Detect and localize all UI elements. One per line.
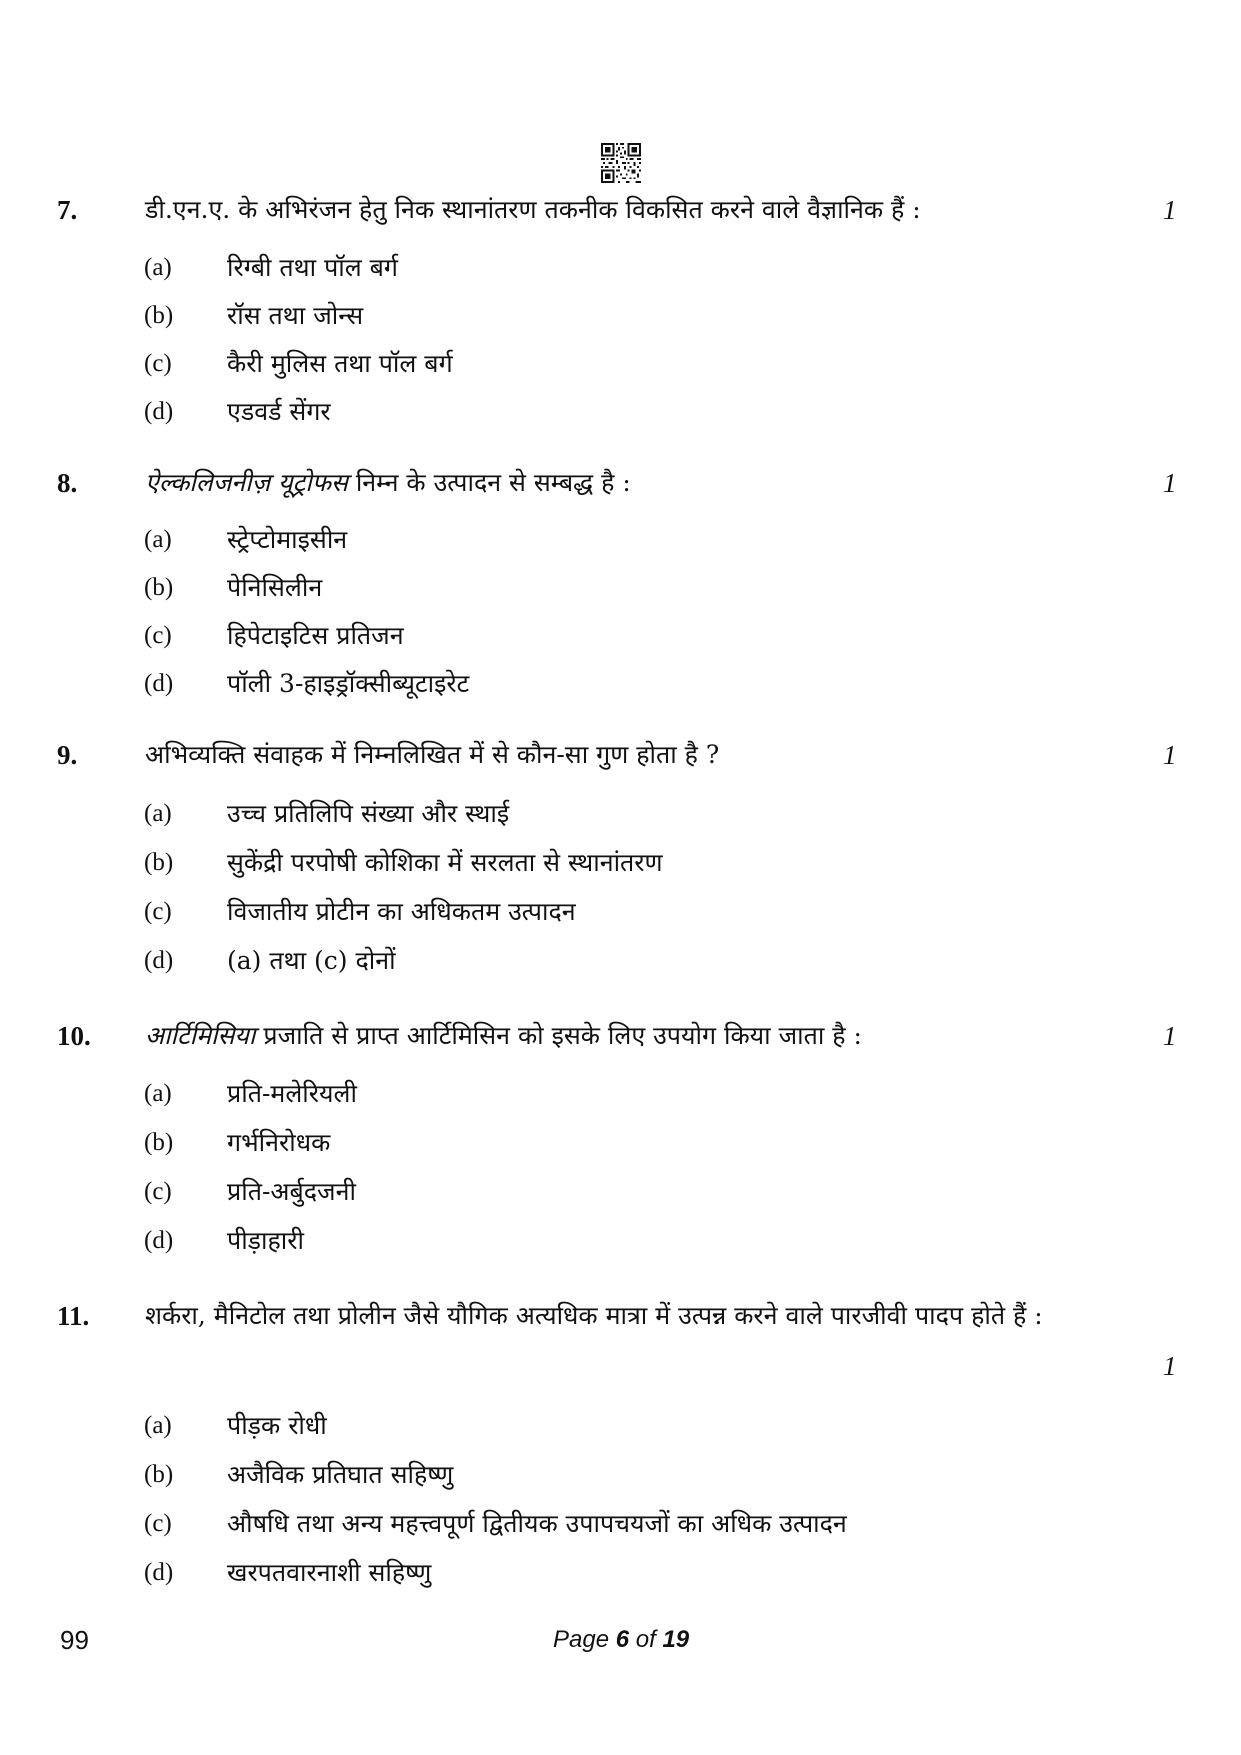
option-label: (c) xyxy=(144,350,172,377)
option-label: (b) xyxy=(144,1129,174,1156)
question-text: अभिव्यक्ति संवाहक में निम्नलिखित में से कौन-सा गुण होता है ? xyxy=(145,740,720,769)
option-11c xyxy=(0,1502,1241,1546)
question-number: 11. xyxy=(57,1301,90,1331)
question-text-rest: निम्न के उत्पादन से सम्बद्ध है : xyxy=(347,468,631,497)
option-text: सुकेंद्री परपोषी कोशिका में सरलता से स्थानांतरण xyxy=(227,848,663,877)
option-label: (a) xyxy=(144,254,172,281)
option-text: पॉली 3-हाइड्रॉक्सीब्यूटाइरेट xyxy=(227,669,470,698)
option-text: खरपतवारनाशी सहिष्णु xyxy=(227,1558,432,1587)
option-10b xyxy=(0,1121,1241,1165)
option-7b xyxy=(0,294,1241,338)
option-11a xyxy=(0,1404,1241,1448)
page-of: of xyxy=(629,1626,663,1653)
option-label: (b) xyxy=(144,849,174,876)
option-10a xyxy=(0,1072,1241,1116)
option-label: (d) xyxy=(144,1559,174,1586)
option-9d xyxy=(0,939,1241,983)
question-marks: 1 xyxy=(1163,1021,1177,1051)
question-marks: 1 xyxy=(1163,468,1177,498)
option-text: अजैविक प्रतिघात सहिष्णु xyxy=(227,1460,454,1489)
option-text: एडवर्ड सेंगर xyxy=(227,397,331,426)
option-9a xyxy=(0,792,1241,836)
option-text: रॉस तथा जोन्स xyxy=(227,301,364,330)
option-label: (b) xyxy=(144,574,174,601)
option-label: (d) xyxy=(144,670,174,697)
option-7d xyxy=(0,390,1241,434)
option-8d xyxy=(0,662,1241,706)
option-9c xyxy=(0,890,1241,934)
option-label: (c) xyxy=(144,622,172,649)
option-text: उच्च प्रतिलिपि संख्या और स्थाई xyxy=(227,799,510,828)
option-7c xyxy=(0,342,1241,386)
option-11b xyxy=(0,1453,1241,1497)
option-text: (a) तथा (c) दोनों xyxy=(227,946,396,975)
option-label: (a) xyxy=(144,1080,172,1107)
option-label: (a) xyxy=(144,1412,172,1439)
option-text: स्ट्रेप्टोमाइसीन xyxy=(227,525,348,554)
page-total: 19 xyxy=(662,1626,690,1653)
question-text: शर्करा, मैनिटोल तथा प्रोलीन जैसे यौगिक अत्यधिक मात्रा में उत्पन्न करने वाले पारजीवी पादप होते हैं : xyxy=(145,1301,1043,1330)
option-text: कैरी मुलिस तथा पॉल बर्ग xyxy=(227,349,453,378)
option-8a xyxy=(0,518,1241,562)
page-number xyxy=(553,1622,689,1658)
question-text xyxy=(145,1011,1135,1061)
question-text xyxy=(145,458,1135,508)
qr-code-icon xyxy=(601,143,641,183)
option-label: (d) xyxy=(144,1227,174,1254)
option-7a xyxy=(0,246,1241,290)
option-label: (c) xyxy=(144,898,172,925)
question-text-rest: प्रजाति से प्राप्त आर्टिमिसिन को इसके लिए उपयोग किया जाता है : xyxy=(255,1021,862,1050)
question-text: डी.एन.ए. के अभिरंजन हेतु निक स्थानांतरण तकनीक विकसित करने वाले वैज्ञानिक हैं : xyxy=(145,195,921,224)
option-text: हिपेटाइटिस प्रतिजन xyxy=(227,621,404,650)
question-marks: 1 xyxy=(1163,1351,1177,1381)
option-text: औषधि तथा अन्य महत्त्वपूर्ण द्वितीयक उपापचयजों का अधिक उत्पादन xyxy=(227,1509,847,1538)
question-number: 9. xyxy=(57,740,78,770)
option-label: (a) xyxy=(144,800,172,827)
option-text: पीड़ाहारी xyxy=(227,1226,304,1255)
page-current: 6 xyxy=(615,1626,630,1653)
option-10d xyxy=(0,1219,1241,1263)
option-8b xyxy=(0,566,1241,610)
paper-code: 99 xyxy=(60,1625,89,1655)
option-text: पेनिसिलीन xyxy=(227,573,323,602)
question-marks: 1 xyxy=(1163,195,1177,225)
option-label: (d) xyxy=(144,398,174,425)
option-11d xyxy=(0,1551,1241,1595)
option-text: विजातीय प्रोटीन का अधिकतम उत्पादन xyxy=(227,897,576,926)
option-10c xyxy=(0,1170,1241,1214)
option-label: (c) xyxy=(144,1510,172,1537)
question-marks: 1 xyxy=(1163,740,1177,770)
question-text-italic: आर्टिमिसिया xyxy=(145,1021,256,1050)
option-label: (b) xyxy=(144,1461,174,1488)
question-number: 8. xyxy=(57,468,78,498)
option-label: (c) xyxy=(144,1178,172,1205)
option-text: प्रति-मलेरियली xyxy=(227,1079,357,1108)
option-text: गर्भनिरोधक xyxy=(227,1128,331,1157)
question-number: 7. xyxy=(57,195,78,225)
question-number: 10. xyxy=(57,1021,91,1051)
question-text-italic: ऐल्कलिजनीज़ यूट्रोफस xyxy=(145,468,348,497)
option-label: (b) xyxy=(144,302,174,329)
page-prefix: Page xyxy=(553,1626,616,1653)
option-label: (a) xyxy=(144,526,172,553)
option-text: प्रति-अर्बुदजनी xyxy=(227,1177,356,1206)
option-9b xyxy=(0,841,1241,885)
option-label: (d) xyxy=(144,947,174,974)
option-8c xyxy=(0,614,1241,658)
option-text: रिग्बी तथा पॉल बर्ग xyxy=(227,253,398,282)
option-text: पीड़क रोधी xyxy=(227,1411,327,1440)
